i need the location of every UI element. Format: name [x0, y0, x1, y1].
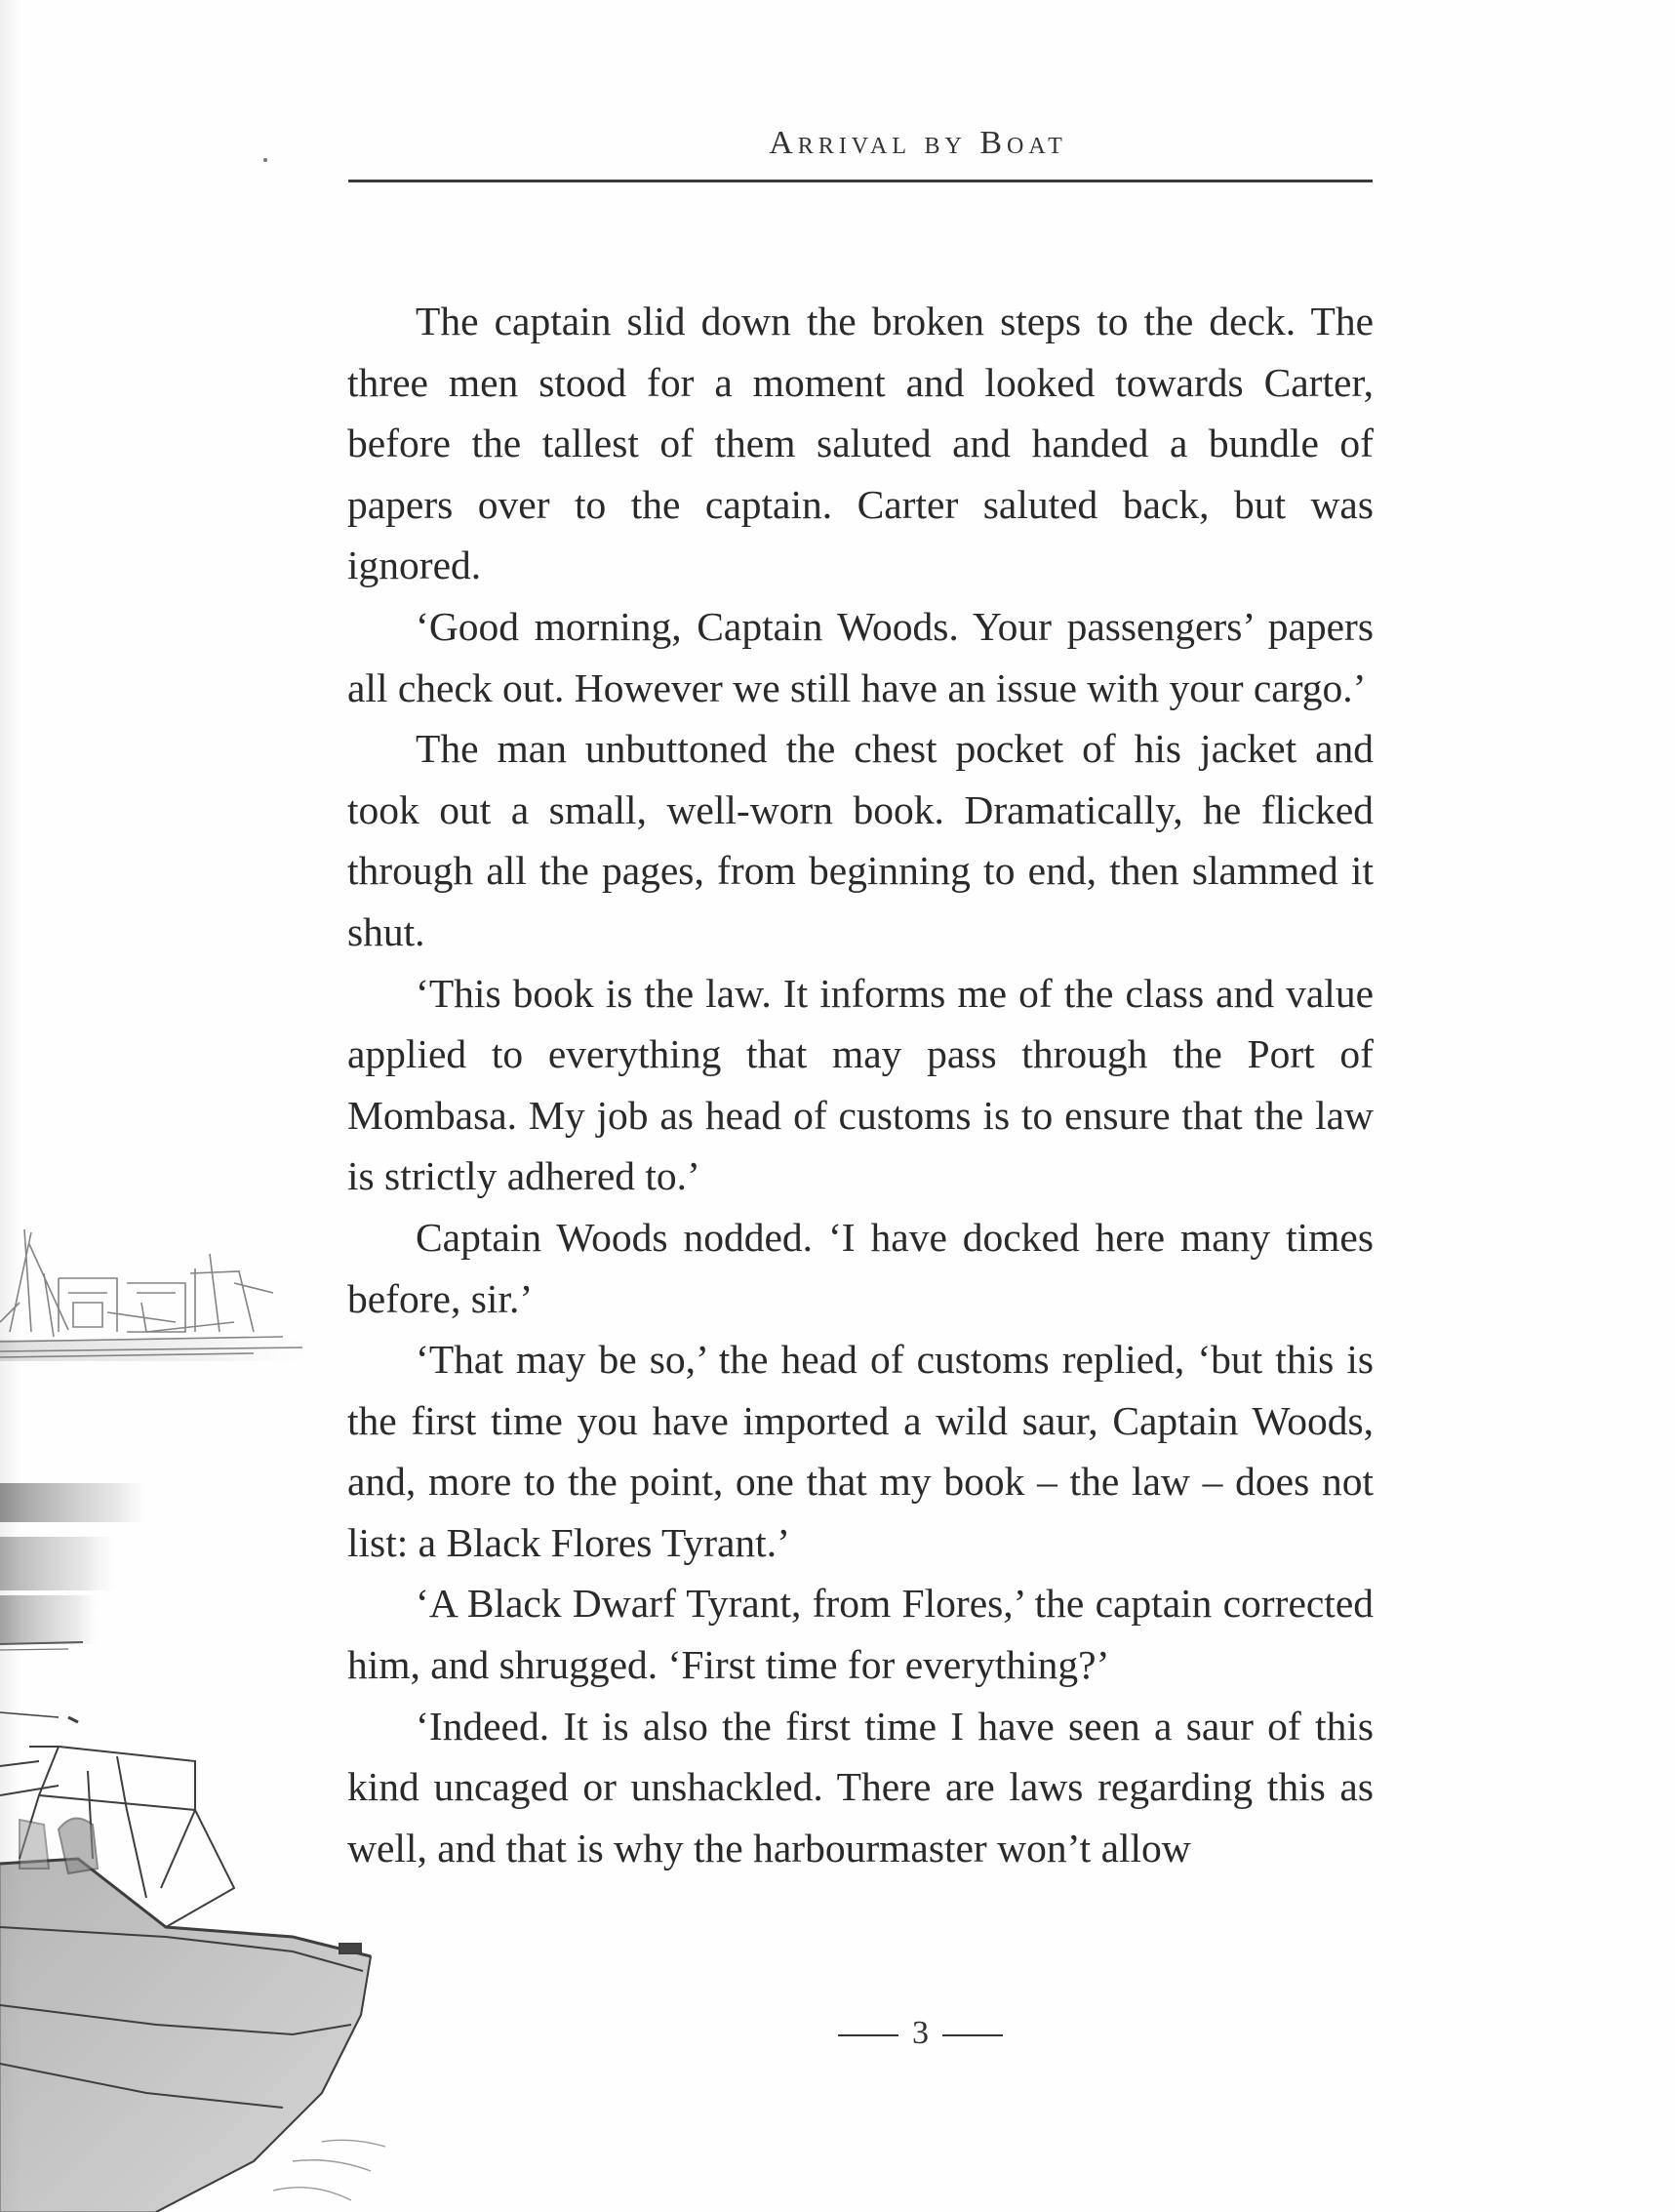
paragraph: ‘Good morning, Captain Woods. Your passengers’ papers all check out. However we still have an issue with your cargo.’	[347, 603, 1374, 710]
folio-dash-right	[942, 2034, 1003, 2036]
page-number: 3	[912, 2015, 929, 2051]
body-text	[347, 291, 1374, 1878]
boat	[0, 1712, 371, 2212]
paragraph: The man unbuttoned the chest pocket of his jacket and took out a small, well-worn book. Dramatically, he flicked through all the pages, from beginning to end, then slammed it shut.	[347, 726, 1374, 954]
water-shade	[0, 1340, 312, 1361]
paragraph: ‘This book is the law. It informs me of the class and value applied to everything that may pass through the Port of Mombasa. My job as head of customs is to ensure that the law is strictly adhered to.’	[347, 970, 1374, 1199]
running-head: Arrival by Boat	[769, 125, 1067, 161]
paragraph: Captain Woods nodded. ‘I have docked here many times before, sir.’	[347, 1214, 1374, 1321]
paragraph: ‘A Black Dwarf Tyrant, from Flores,’ the captain corrected him, and shrugged. ‘First time for everything?’	[347, 1581, 1374, 1688]
harbour-sketch	[0, 1229, 302, 1357]
water-washes	[0, 1483, 146, 1650]
folio-dash-left	[838, 2034, 898, 2036]
paragraph: The captain slid down the broken steps to the deck. The three men stood for a moment and looked towards Carter, before the tallest of them saluted and handed a bundle of papers over to the captain. Carter saluted back, but was ignored.	[347, 299, 1374, 588]
header-rule	[348, 180, 1373, 182]
paragraph: ‘Indeed. It is also the first time I have seen a saur of this kind uncaged or unshackled. There are laws regarding this as well, and that is why the harbourmaster won’t allow	[347, 1703, 1374, 1870]
page-folio	[0, 2015, 1675, 2052]
water-ripples	[273, 2140, 385, 2200]
harbour-boat-illustration	[0, 1186, 390, 2212]
paragraph: ‘That may be so,’ the head of customs replied, ‘but this is the first time you have imported a wild saur, Captain Woods, and, more to the point, one that my book – the law – does not list: a Black Flores Tyrant.’	[347, 1337, 1374, 1565]
